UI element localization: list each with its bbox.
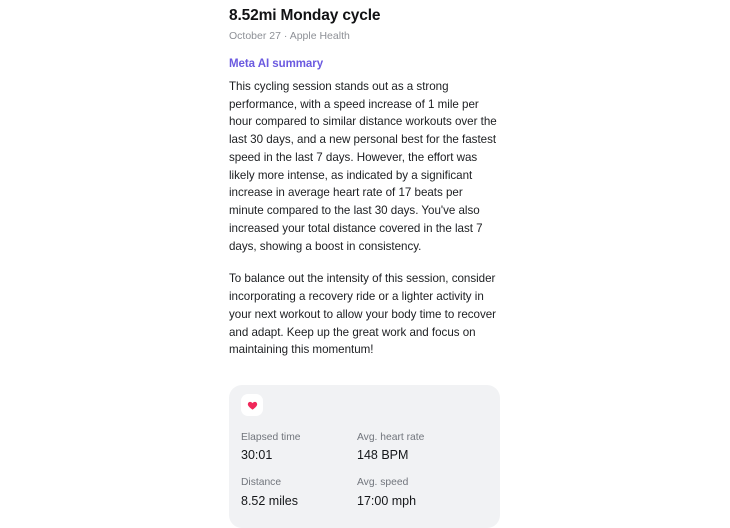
- stats-grid: [229, 431, 500, 510]
- meta-ai-summary-heading: Meta AI summary: [229, 58, 324, 71]
- heart-icon: [247, 400, 258, 411]
- stat-label: Elapsed time: [241, 432, 301, 443]
- stat-elapsed-time: [241, 431, 357, 464]
- stat-value: 17:00 mph: [357, 493, 417, 508]
- stat-distance: [241, 476, 357, 509]
- stat-avg-speed: [357, 476, 488, 509]
- stat-label: Avg. heart rate: [357, 432, 425, 443]
- stat-label: Avg. speed: [357, 477, 409, 489]
- stat-value: 148 BPM: [357, 448, 409, 463]
- content-column: [229, 0, 500, 528]
- workout-meta-subtitle: October 27 · Apple Health: [229, 29, 350, 42]
- summary-paragraph: This cycling session stands out as a strong performance, with a speed increase of 1 mile per hour compared to similar distance workouts over the last 30 days, and a new personal best for the fastest speed in the last 7 days. However, the effort was likely more intense, as indicated by a significant increase in average heart rate of 17 beats per minute compared to the last 30 days. You've also increased your total distance covered in the last 7 days, showing a boost in consistency.: [229, 79, 497, 253]
- stat-value: 30:01: [241, 448, 273, 463]
- stat-avg-heart-rate: [357, 431, 488, 464]
- workout-stats-card: [229, 385, 500, 528]
- summary-paragraph: To balance out the intensity of this session, consider incorporating a recovery ride or a lighter activity in your next workout to allow your body time to recover and adapt. Keep up the great work and focus on maintaining this momentum!: [229, 272, 497, 357]
- page-title: 8.52mi Monday cycle: [229, 7, 381, 24]
- stat-label: Distance: [241, 477, 282, 489]
- stat-value: 8.52 miles: [241, 493, 298, 508]
- stats-icon-tile: [241, 394, 263, 416]
